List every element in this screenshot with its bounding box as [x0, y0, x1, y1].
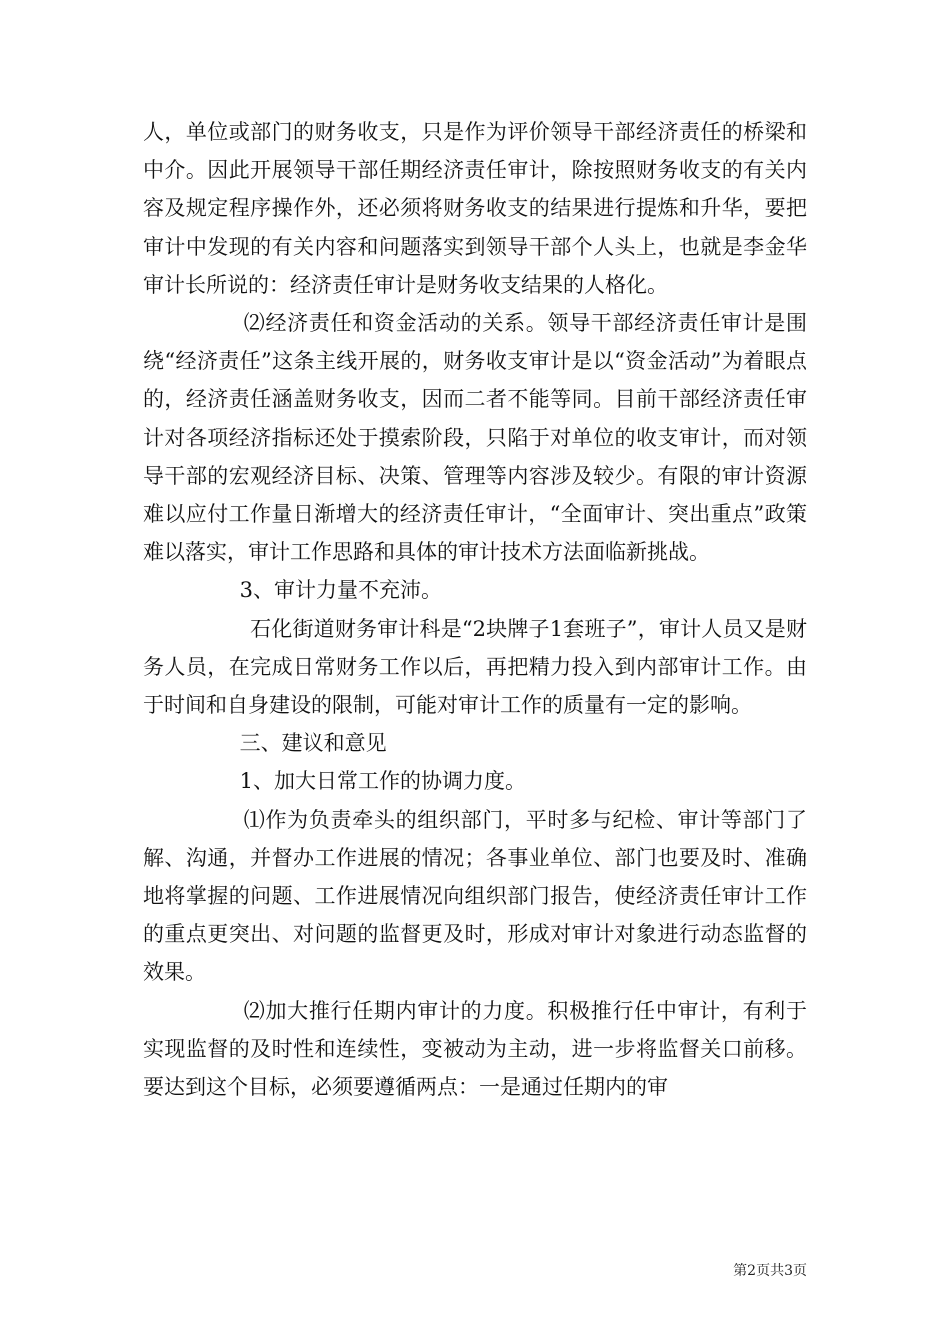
page-number: 第2页共3页: [733, 1263, 807, 1279]
paragraph-7: ⑴作为负责牵头的组织部门，平时多与纪检、审计等部门了解、沟通，并督办工作进展的情况；各事业单位、部门也要及时、准确地将掌握的问题、工作进展情况向组织部门报告，使经济责任审计工作的重点更突出、对问题的监督更及时，形成对审计对象进行动态监督的效果。: [143, 807, 807, 985]
document-body: [143, 113, 807, 1106]
paragraph-4: 石化街道财务审计科是“2块牌子1套班子”，审计人员又是财务人员，在完成日常财务工作以后，再把精力投入到内部审计工作。由于时间和自身建设的限制，可能对审计工作的质量有一定的影响。: [143, 616, 807, 718]
paragraph-1: 人，单位或部门的财务收支，只是作为评价领导干部经济责任的桥梁和中介。因此开展领导干部任期经济责任审计，除按照财务收支的有关内容及规定程序操作外，还必须将财务收支的结果进行提炼和升华，要把审计中发现的有关内容和问题落实到领导干部个人头上，也就是李金华审计长所说的：经济责任审计是财务收支结果的人格化。: [143, 120, 807, 297]
section-heading-3: 三、建议和意见: [239, 731, 387, 756]
paragraph-6-heading: 1、加大日常工作的协调力度。: [239, 769, 526, 794]
paragraph-8: ⑵加大推行任期内审计的力度。积极推行任中审计，有利于实现监督的及时性和连续性，变被动为主动，进一步将监督关口前移。要达到这个目标，必须要遵循两点：一是通过任期内的审: [143, 998, 807, 1100]
paragraph-2: ⑵经济责任和资金活动的关系。领导干部经济责任审计是围绕“经济责任”这条主线开展的，财务收支审计是以“资金活动”为着眼点的，经济责任涵盖财务收支，因而二者不能等同。目前干部经济责任审计对各项经济指标还处于摸索阶段，只陷于对单位的收支审计，而对领导干部的宏观经济目标、决策、管理等内容涉及较少。有限的审计资源难以应付工作量日渐增大的经济责任审计，“全面审计、突出重点”政策难以落实，审计工作思路和具体的审计技术方法面临新挑战。: [143, 311, 807, 565]
paragraph-3-heading: 3、审计力量不充沛。: [239, 578, 442, 603]
